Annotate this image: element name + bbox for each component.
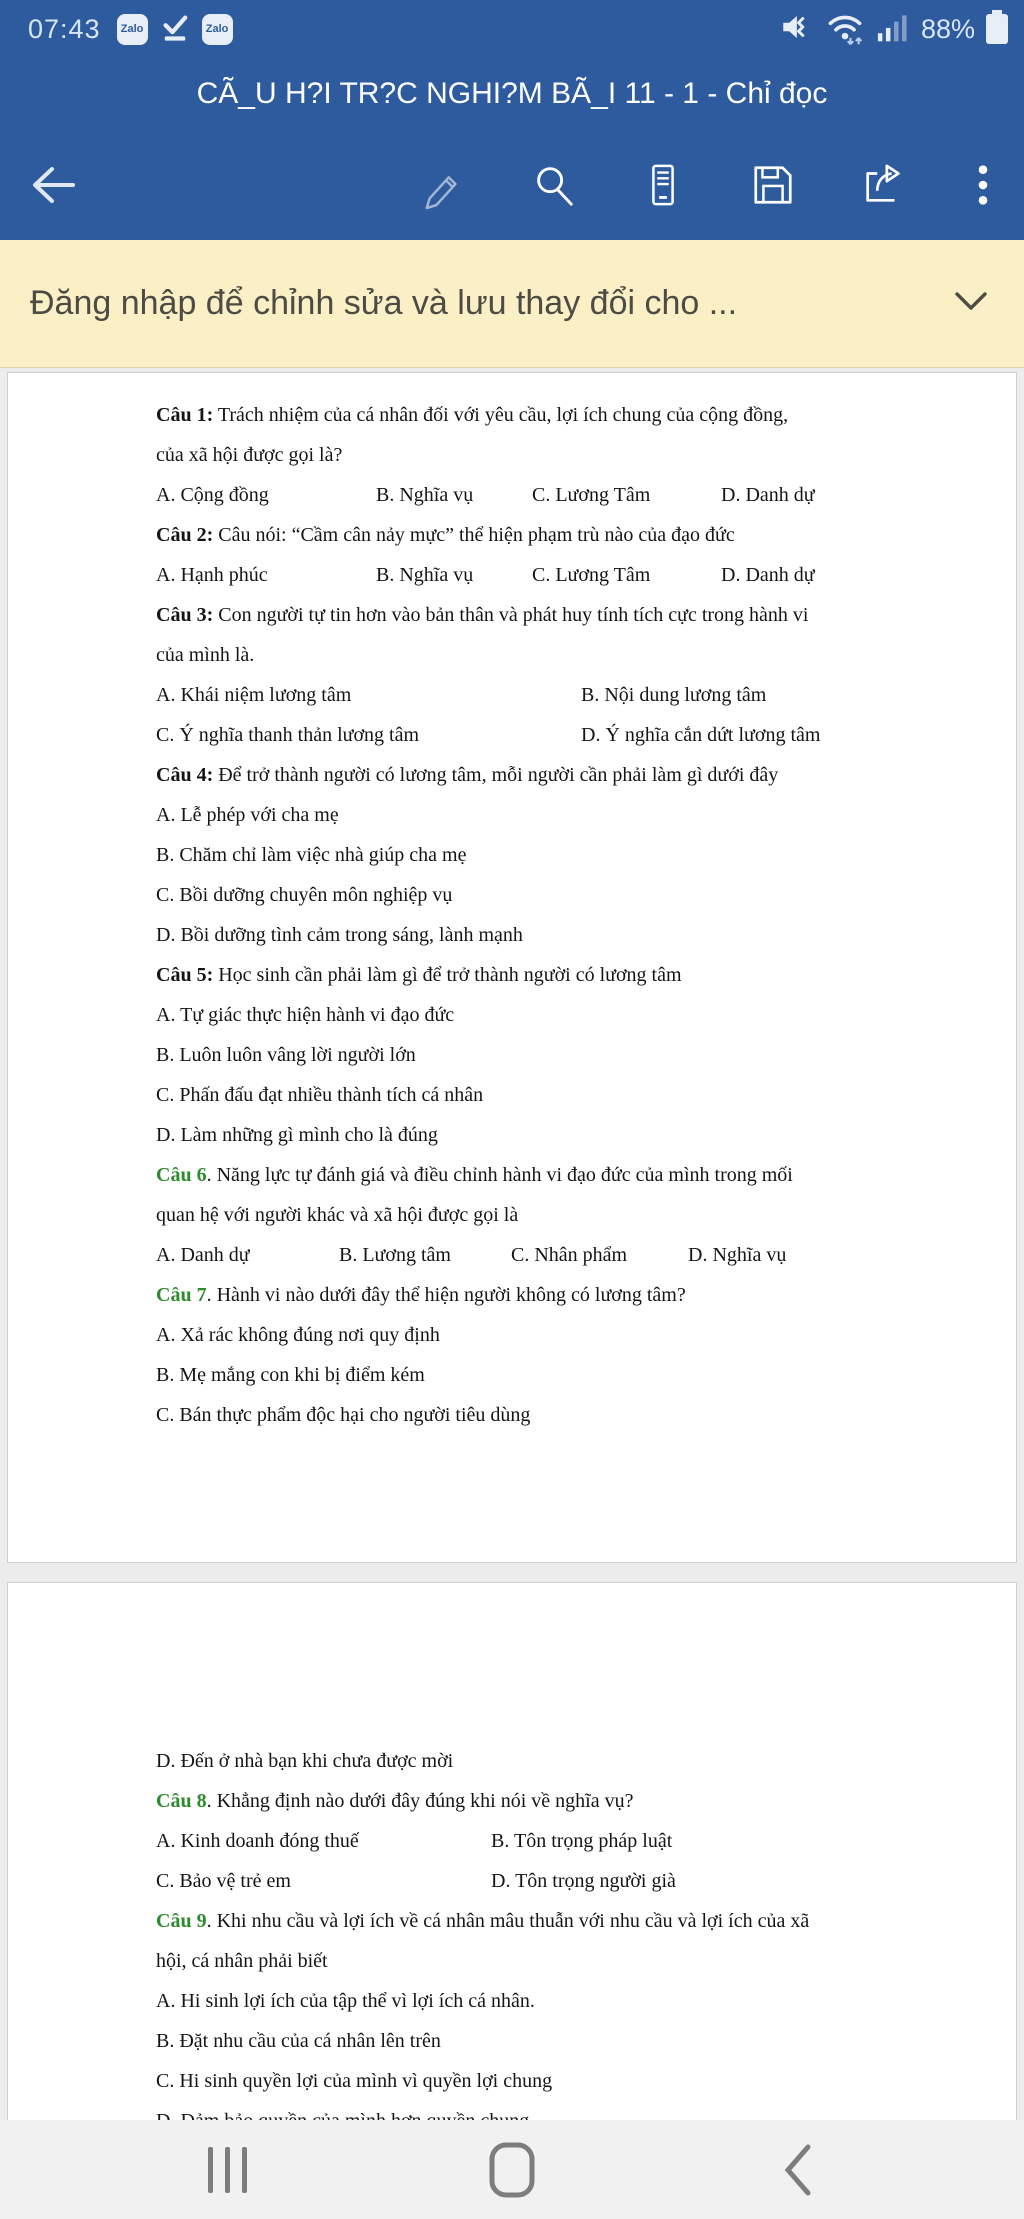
doc-line [156, 1195, 956, 1235]
doc-text-segment: A. Hi sinh lợi ích của tập thể vì lợi ích cá nhân. [156, 1990, 535, 2012]
doc-text-segment: . Năng lực tự đánh giá và điều chỉnh hành vi đạo đức của mình trong mối [206, 1164, 793, 1186]
doc-text-segment: Con người tự tin hơn vào bản thân và phát huy tính tích cực trong hành vi [213, 604, 809, 626]
doc-line [156, 995, 956, 1035]
document-page-1 [7, 372, 1017, 1563]
doc-text-segment: C. Bán thực phẩm độc hại cho người tiêu dùng [156, 1404, 531, 1426]
doc-text-segment: . Khi nhu cầu và lợi ích về cá nhân mâu thuẫn với nhu cầu và lợi ích của xã [206, 1910, 810, 1932]
doc-line [156, 1235, 956, 1275]
doc-line [156, 1395, 956, 1435]
doc-line [156, 675, 956, 715]
doc-text-segment: Câu 5: [156, 964, 214, 986]
status-bar [0, 0, 1024, 58]
doc-text-segment: Để trở thành người có lương tâm, mỗi người cần phải làm gì dưới đây [213, 764, 779, 786]
doc-text-segment: B. Nghĩa vụ [376, 564, 474, 586]
doc-line [156, 555, 956, 595]
chevron-down-icon[interactable] [954, 290, 988, 317]
doc-text-segment: quan hệ với người khác và xã hội được gọi là [156, 1204, 519, 1226]
document-page-2 [7, 1582, 1017, 2142]
doc-line [156, 1355, 956, 1395]
doc-text-segment: A. Lễ phép với cha mẹ [156, 804, 339, 826]
doc-text-segment: A. Hạnh phúc [156, 564, 268, 586]
doc-text-segment: Câu 8 [156, 1790, 207, 1812]
zalo-notification-icon: Zalo [117, 14, 148, 45]
doc-text-segment: Câu 6 [156, 1164, 207, 1186]
app-header [0, 0, 1024, 240]
doc-text-segment: D. Danh dự [721, 564, 815, 586]
overflow-menu-icon[interactable] [968, 160, 998, 210]
doc-text-segment: B. Lương tâm [339, 1244, 451, 1266]
doc-text-segment: D. Đến ở nhà bạn khi chưa được mời [156, 1750, 454, 1772]
doc-line [156, 715, 956, 755]
battery-percent: 88% [920, 13, 975, 44]
title-row [0, 58, 1024, 130]
doc-line [156, 1821, 956, 1861]
back-arrow-button[interactable] [28, 160, 78, 210]
doc-text-segment: C. Lương Tâm [532, 484, 651, 506]
status-bar-left [14, 10, 233, 49]
doc-text-segment: C. Ý nghĩa thanh thản lương tâm [156, 724, 420, 746]
doc-text-segment: Câu 4: [156, 764, 214, 786]
doc-text-segment: D. Nghĩa vụ [688, 1244, 787, 1266]
doc-text-segment: Câu nói: “Cầm cân nảy mực” thể hiện phạm trù nào của đạo đức [213, 524, 735, 546]
document-viewport[interactable] [0, 368, 1024, 2120]
doc-line [156, 795, 956, 835]
clock: 07:43 [28, 13, 101, 44]
zalo-notification-icon: Zalo [202, 14, 233, 45]
signin-banner[interactable] [0, 240, 1024, 368]
recent-apps-icon [208, 2147, 247, 2193]
doc-text-segment: C. Nhân phẩm [511, 1244, 628, 1266]
doc-text-segment: . Hành vi nào dưới đây thể hiện người không có lương tâm? [206, 1284, 686, 1306]
doc-text-segment: C. Phấn đấu đạt nhiều thành tích cá nhân [156, 1084, 484, 1106]
wifi-icon [823, 7, 867, 52]
doc-text-segment: Câu 9 [156, 1910, 207, 1932]
doc-text-segment: của mình là. [156, 644, 255, 666]
doc-text-segment: Học sinh cần phải làm gì để trở thành người có lương tâm [213, 964, 682, 986]
doc-line [156, 1741, 956, 1781]
page-gap [0, 1563, 1024, 1582]
doc-line [156, 835, 956, 875]
doc-text-segment: Trách nhiệm của cá nhân đối với yêu cầu, lợi ích chung của cộng đồng, [213, 404, 789, 426]
doc-line [156, 1861, 956, 1901]
doc-line [156, 1981, 956, 2021]
doc-text-segment: D. Tôn trọng người già [491, 1870, 676, 1892]
doc-line [156, 2061, 956, 2101]
doc-text-segment: Câu 3: [156, 604, 214, 626]
doc-text-segment: A. Danh dự [156, 1244, 250, 1266]
doc-text-segment: D. Ý nghĩa cắn dứt lương tâm [581, 724, 821, 746]
doc-text-segment: A. Khái niệm lương tâm [156, 684, 352, 706]
doc-text-segment: B. Nội dung lương tâm [581, 684, 767, 706]
recent-apps-button[interactable] [167, 2120, 287, 2219]
doc-text-segment: Câu 7 [156, 1284, 207, 1306]
doc-text-segment: A. Cộng đồng [156, 484, 269, 506]
doc-line [156, 1901, 956, 1941]
doc-text-segment: B. Đặt nhu cầu của cá nhân lên trên [156, 2030, 441, 2052]
doc-text-segment: C. Lương Tâm [532, 564, 651, 586]
doc-line [156, 1275, 956, 1315]
edit-pencil-icon[interactable] [418, 160, 468, 210]
doc-line [156, 915, 956, 955]
share-icon[interactable] [858, 160, 908, 210]
doc-line [156, 875, 956, 915]
doc-text-segment: A. Xả rác không đúng nơi quy định [156, 1324, 440, 1346]
doc-text-segment: B. Chăm chỉ làm việc nhà giúp cha mẹ [156, 844, 467, 866]
doc-line [156, 595, 956, 635]
doc-text-segment: B. Tôn trọng pháp luật [491, 1830, 673, 1852]
doc-line [156, 395, 956, 435]
doc-line [156, 2021, 956, 2061]
search-icon[interactable] [528, 160, 578, 210]
doc-text-segment: C. Bảo vệ trẻ em [156, 1870, 291, 1892]
doc-line [156, 435, 956, 475]
back-icon [782, 2142, 812, 2198]
doc-text-segment: D. Danh dự [721, 484, 815, 506]
doc-line [156, 1115, 956, 1155]
doc-text-segment: Câu 2: [156, 524, 214, 546]
doc-text-segment: . Khẳng định nào dưới đây đúng khi nói về nghĩa vụ? [206, 1790, 634, 1812]
doc-line [156, 1941, 956, 1981]
doc-text-segment: D. Bồi dưỡng tình cảm trong sáng, lành mạnh [156, 924, 523, 946]
doc-text-segment: C. Bồi dưỡng chuyên môn nghiệp vụ [156, 884, 453, 906]
doc-text-segment: D. Làm những gì mình cho là đúng [156, 1124, 438, 1146]
home-icon [488, 2141, 536, 2199]
doc-line [156, 1075, 956, 1115]
status-bar-right [778, 7, 1010, 52]
doc-text-segment: C. Hi sinh quyền lợi của mình vì quyền lợi chung [156, 2070, 553, 2092]
android-nav-bar [0, 2120, 1024, 2219]
doc-line [156, 955, 956, 995]
doc-text-segment: A. Kinh doanh đóng thuế [156, 1830, 359, 1852]
signal-bars-icon [876, 10, 912, 49]
document-title: CÃ_U H?I TR?C NGHI?M BÃ_I 11 - 1 - Chỉ đọc [196, 77, 828, 110]
doc-text-segment: A. Tự giác thực hiện hành vi đạo đức [156, 1004, 455, 1026]
battery-icon [984, 9, 1010, 50]
doc-line [156, 755, 956, 795]
doc-text-segment: B. Luôn luôn vâng lời người lớn [156, 1044, 416, 1066]
doc-line [156, 475, 956, 515]
doc-line [156, 1315, 956, 1355]
doc-text-segment: B. Nghĩa vụ [376, 484, 474, 506]
doc-text-segment: của xã hội được gọi là? [156, 444, 343, 466]
doc-text-segment: B. Mẹ mắng con khi bị điểm kém [156, 1364, 425, 1386]
home-button[interactable] [452, 2120, 572, 2219]
signin-banner-text: Đăng nhập để chỉnh sửa và lưu thay đổi cho ... [30, 284, 738, 322]
toolbar-actions [418, 160, 998, 210]
back-button[interactable] [737, 2120, 857, 2219]
doc-line [156, 635, 956, 675]
doc-text-segment: Câu 1: [156, 404, 214, 426]
save-icon[interactable] [748, 160, 798, 210]
vibrate-icon [778, 10, 814, 49]
toolbar [0, 130, 1024, 240]
doc-line [156, 515, 956, 555]
doc-line [156, 1781, 956, 1821]
doc-line [156, 1035, 956, 1075]
download-complete-icon [158, 10, 192, 49]
doc-text-segment: hội, cá nhân phải biết [156, 1950, 328, 1972]
doc-line [156, 1155, 956, 1195]
mobile-view-icon[interactable] [638, 160, 688, 210]
